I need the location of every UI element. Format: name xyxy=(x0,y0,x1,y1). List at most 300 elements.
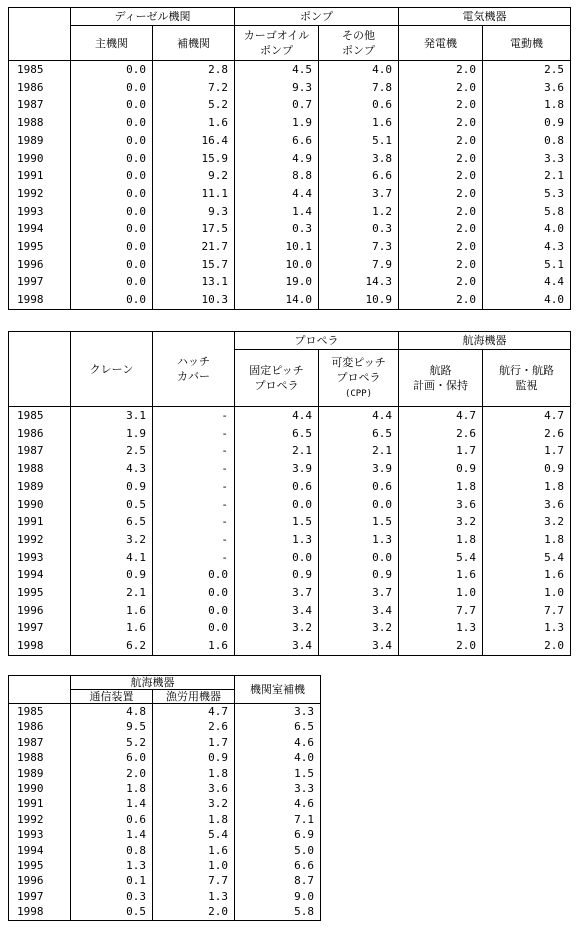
value-cell: 0.6 xyxy=(319,96,399,114)
value-cell: 2.0 xyxy=(71,766,153,781)
value-cell: 1.3 xyxy=(399,619,483,637)
year-cell: 1985 xyxy=(9,61,71,79)
table-engines-pumps-electrical xyxy=(8,7,571,310)
col-header-fishing-equipment: 漁労用機器 xyxy=(153,690,235,704)
table-row xyxy=(9,407,571,425)
value-cell: 6.5 xyxy=(235,425,319,443)
value-cell: 0.0 xyxy=(71,185,153,203)
year-cell: 1993 xyxy=(9,549,71,567)
col-header-fixed-pitch-propeller: 固定ピッチ プロペラ xyxy=(235,350,319,407)
value-cell: 6.9 xyxy=(235,827,321,842)
col-header-crane: クレーン xyxy=(71,332,153,407)
value-cell: 3.3 xyxy=(483,150,571,168)
group-header-navigation: 航海機器 xyxy=(71,676,235,690)
value-cell: - xyxy=(153,407,235,425)
value-cell: 8.8 xyxy=(235,167,319,185)
year-cell: 1994 xyxy=(9,566,71,584)
value-cell: 0.0 xyxy=(153,566,235,584)
value-cell: 1.9 xyxy=(235,114,319,132)
table-row xyxy=(9,531,571,549)
value-cell: 1.8 xyxy=(483,96,571,114)
value-cell: - xyxy=(153,425,235,443)
value-cell: 1.8 xyxy=(399,478,483,496)
year-cell: 1989 xyxy=(9,132,71,150)
year-cell: 1996 xyxy=(9,256,71,274)
value-cell: 6.5 xyxy=(235,719,321,734)
value-cell: 3.3 xyxy=(235,781,321,796)
value-cell: 0.6 xyxy=(319,478,399,496)
col-header-motor: 電動機 xyxy=(483,26,571,61)
table-row xyxy=(9,114,571,132)
value-cell: 1.8 xyxy=(483,478,571,496)
value-cell: 2.0 xyxy=(399,61,483,79)
value-cell: 17.5 xyxy=(153,220,235,238)
year-cell: 1985 xyxy=(9,704,71,720)
value-cell: 5.8 xyxy=(235,904,321,920)
col-header-navigation-monitoring: 航行・航路 監視 xyxy=(483,350,571,407)
value-cell: 0.1 xyxy=(71,873,153,888)
table-row xyxy=(9,781,321,796)
value-cell: 0.0 xyxy=(235,496,319,514)
value-cell: 9.0 xyxy=(235,889,321,904)
value-cell: - xyxy=(153,478,235,496)
value-cell: 0.6 xyxy=(71,812,153,827)
value-cell: 2.8 xyxy=(153,61,235,79)
value-cell: 3.4 xyxy=(319,602,399,620)
value-cell: 1.0 xyxy=(153,858,235,873)
table-row xyxy=(9,858,321,873)
year-cell: 1995 xyxy=(9,584,71,602)
value-cell: 1.5 xyxy=(319,513,399,531)
value-cell: 2.1 xyxy=(319,442,399,460)
value-cell: 0.0 xyxy=(71,96,153,114)
value-cell: - xyxy=(153,513,235,531)
value-cell: 3.2 xyxy=(153,796,235,811)
year-cell: 1994 xyxy=(9,220,71,238)
value-cell: 3.6 xyxy=(153,781,235,796)
year-cell: 1997 xyxy=(9,889,71,904)
value-cell: 0.0 xyxy=(71,220,153,238)
value-cell: 5.0 xyxy=(235,843,321,858)
value-cell: 4.0 xyxy=(483,291,571,309)
table-row xyxy=(9,766,321,781)
value-cell: 9.5 xyxy=(71,719,153,734)
group-header-pump: ポンプ xyxy=(235,8,399,26)
value-cell: 5.4 xyxy=(153,827,235,842)
col-header-controllable-pitch-propeller: 可変ピッチ プロペラ (CPP) xyxy=(319,350,399,407)
value-cell: 1.6 xyxy=(71,619,153,637)
value-cell: 4.8 xyxy=(71,704,153,720)
value-cell: 11.1 xyxy=(153,185,235,203)
value-cell: 5.1 xyxy=(319,132,399,150)
value-cell: 5.4 xyxy=(399,549,483,567)
value-cell: 0.0 xyxy=(71,203,153,221)
col-header-route-planning: 航路 計画・保持 xyxy=(399,350,483,407)
value-cell: 2.0 xyxy=(399,238,483,256)
value-cell: 3.3 xyxy=(235,704,321,720)
value-cell: 1.9 xyxy=(71,425,153,443)
value-cell: 7.7 xyxy=(483,602,571,620)
table-row xyxy=(9,460,571,478)
table-row xyxy=(9,637,571,655)
value-cell: 2.0 xyxy=(399,291,483,309)
year-cell: 1989 xyxy=(9,766,71,781)
value-cell: - xyxy=(153,549,235,567)
value-cell: 3.2 xyxy=(71,531,153,549)
year-cell: 1998 xyxy=(9,637,71,655)
value-cell: 9.3 xyxy=(153,203,235,221)
value-cell: 6.6 xyxy=(235,132,319,150)
value-cell: 2.6 xyxy=(399,425,483,443)
year-cell: 1990 xyxy=(9,150,71,168)
table-body xyxy=(9,61,571,310)
value-cell: 3.2 xyxy=(483,513,571,531)
value-cell: 1.7 xyxy=(483,442,571,460)
year-cell: 1994 xyxy=(9,843,71,858)
value-cell: 4.7 xyxy=(483,407,571,425)
value-cell: 2.1 xyxy=(483,167,571,185)
table-row xyxy=(9,704,321,720)
col-header-communication: 通信装置 xyxy=(71,690,153,704)
value-cell: 3.2 xyxy=(399,513,483,531)
value-cell: 0.0 xyxy=(235,549,319,567)
value-cell: 2.0 xyxy=(399,185,483,203)
value-cell: 2.0 xyxy=(399,256,483,274)
year-cell: 1990 xyxy=(9,496,71,514)
value-cell: 0.0 xyxy=(319,549,399,567)
col-header-main-engine: 主機関 xyxy=(71,26,153,61)
year-cell: 1993 xyxy=(9,203,71,221)
value-cell: 1.4 xyxy=(71,796,153,811)
year-cell: 1998 xyxy=(9,291,71,309)
year-cell: 1987 xyxy=(9,442,71,460)
table-row xyxy=(9,566,571,584)
value-cell: - xyxy=(153,531,235,549)
value-cell: 0.0 xyxy=(71,79,153,97)
value-cell: 3.4 xyxy=(235,602,319,620)
table-row xyxy=(9,827,321,842)
value-cell: 9.3 xyxy=(235,79,319,97)
value-cell: 3.4 xyxy=(235,637,319,655)
year-cell: 1997 xyxy=(9,273,71,291)
table-row xyxy=(9,735,321,750)
value-cell: 6.6 xyxy=(319,167,399,185)
table-row xyxy=(9,238,571,256)
corner-cell xyxy=(9,676,71,704)
value-cell: 7.7 xyxy=(153,873,235,888)
value-cell: 1.3 xyxy=(71,858,153,873)
value-cell: 0.7 xyxy=(235,96,319,114)
col-header-other-pump: その他 ポンプ xyxy=(319,26,399,61)
year-cell: 1992 xyxy=(9,185,71,203)
value-cell: 6.6 xyxy=(235,858,321,873)
value-cell: 4.4 xyxy=(483,273,571,291)
table-row xyxy=(9,843,321,858)
year-cell: 1989 xyxy=(9,478,71,496)
value-cell: 6.0 xyxy=(71,750,153,765)
value-cell: 0.0 xyxy=(153,602,235,620)
value-cell: 3.2 xyxy=(235,619,319,637)
value-cell: 2.0 xyxy=(399,132,483,150)
year-cell: 1987 xyxy=(9,96,71,114)
year-cell: 1995 xyxy=(9,238,71,256)
value-cell: 2.0 xyxy=(399,637,483,655)
table-row xyxy=(9,904,321,920)
value-cell: 0.8 xyxy=(71,843,153,858)
value-cell: 2.0 xyxy=(399,273,483,291)
value-cell: 4.0 xyxy=(319,61,399,79)
col-header-generator: 発電機 xyxy=(399,26,483,61)
table-row xyxy=(9,220,571,238)
value-cell: 6.5 xyxy=(319,425,399,443)
table-row xyxy=(9,273,571,291)
table-row xyxy=(9,619,571,637)
value-cell: 1.6 xyxy=(319,114,399,132)
value-cell: 2.0 xyxy=(153,904,235,920)
table-row xyxy=(9,719,321,734)
value-cell: 7.8 xyxy=(319,79,399,97)
value-cell: 0.0 xyxy=(153,584,235,602)
year-cell: 1986 xyxy=(9,79,71,97)
value-cell: 0.0 xyxy=(71,132,153,150)
value-cell: 1.3 xyxy=(319,531,399,549)
year-cell: 1995 xyxy=(9,858,71,873)
value-cell: 2.0 xyxy=(399,96,483,114)
year-cell: 1992 xyxy=(9,531,71,549)
table-row xyxy=(9,203,571,221)
value-cell: 0.0 xyxy=(71,114,153,132)
value-cell: 1.6 xyxy=(153,114,235,132)
table-body xyxy=(9,704,321,921)
table-row xyxy=(9,584,571,602)
value-cell: 1.3 xyxy=(235,531,319,549)
value-cell: 16.4 xyxy=(153,132,235,150)
group-header-navigation: 航海機器 xyxy=(399,332,571,350)
value-cell: 1.3 xyxy=(153,889,235,904)
value-cell: 13.1 xyxy=(153,273,235,291)
value-cell: 0.5 xyxy=(71,904,153,920)
year-cell: 1987 xyxy=(9,735,71,750)
year-cell: 1991 xyxy=(9,513,71,531)
value-cell: 0.0 xyxy=(319,496,399,514)
value-cell: 3.8 xyxy=(319,150,399,168)
value-cell: 4.7 xyxy=(153,704,235,720)
value-cell: 10.9 xyxy=(319,291,399,309)
value-cell: 4.0 xyxy=(235,750,321,765)
value-cell: 9.2 xyxy=(153,167,235,185)
value-cell: 10.1 xyxy=(235,238,319,256)
table-row xyxy=(9,796,321,811)
value-cell: 4.3 xyxy=(483,238,571,256)
table-row xyxy=(9,889,321,904)
table-row xyxy=(9,478,571,496)
value-cell: 0.5 xyxy=(71,496,153,514)
value-cell: 8.7 xyxy=(235,873,321,888)
table-row xyxy=(9,132,571,150)
col-header-cargo-oil-pump: カーゴオイル ポンプ xyxy=(235,26,319,61)
value-cell: 0.9 xyxy=(71,566,153,584)
value-cell: 0.3 xyxy=(71,889,153,904)
value-cell: 1.6 xyxy=(399,566,483,584)
value-cell: 1.3 xyxy=(483,619,571,637)
table-communication-fishing-engine-room xyxy=(8,675,321,921)
value-cell: 5.2 xyxy=(153,96,235,114)
value-cell: 1.5 xyxy=(235,766,321,781)
value-cell: 0.0 xyxy=(153,619,235,637)
value-cell: 1.5 xyxy=(235,513,319,531)
value-cell: 0.3 xyxy=(235,220,319,238)
value-cell: 1.4 xyxy=(235,203,319,221)
value-cell: 2.5 xyxy=(71,442,153,460)
value-cell: 4.1 xyxy=(71,549,153,567)
value-cell: 0.3 xyxy=(319,220,399,238)
value-cell: 5.2 xyxy=(71,735,153,750)
value-cell: 4.4 xyxy=(235,185,319,203)
value-cell: 19.0 xyxy=(235,273,319,291)
value-cell: 3.1 xyxy=(71,407,153,425)
value-cell: 3.9 xyxy=(235,460,319,478)
value-cell: 2.1 xyxy=(235,442,319,460)
table-row xyxy=(9,873,321,888)
value-cell: 3.6 xyxy=(483,79,571,97)
value-cell: 0.9 xyxy=(235,566,319,584)
value-cell: 14.3 xyxy=(319,273,399,291)
value-cell: 10.3 xyxy=(153,291,235,309)
year-cell: 1996 xyxy=(9,873,71,888)
value-cell: 5.4 xyxy=(483,549,571,567)
value-cell: 4.4 xyxy=(235,407,319,425)
table-row xyxy=(9,167,571,185)
value-cell: 1.0 xyxy=(483,584,571,602)
table-row xyxy=(9,185,571,203)
table-row xyxy=(9,750,321,765)
value-cell: 1.8 xyxy=(71,781,153,796)
table-row xyxy=(9,291,571,309)
value-cell: 5.3 xyxy=(483,185,571,203)
col-header-engine-room-aux: 機関室補機 xyxy=(235,676,321,704)
value-cell: 2.6 xyxy=(483,425,571,443)
table-deck-propeller-navigation xyxy=(8,331,571,656)
value-cell: 4.3 xyxy=(71,460,153,478)
value-cell: 2.5 xyxy=(483,61,571,79)
value-cell: 0.9 xyxy=(153,750,235,765)
year-cell: 1993 xyxy=(9,827,71,842)
year-cell: 1988 xyxy=(9,750,71,765)
table-row xyxy=(9,150,571,168)
value-cell: - xyxy=(153,496,235,514)
year-cell: 1991 xyxy=(9,796,71,811)
year-cell: 1985 xyxy=(9,407,71,425)
col-header-hatch-cover: ハッチ カバー xyxy=(153,332,235,407)
table-row xyxy=(9,812,321,827)
value-cell: 0.0 xyxy=(71,273,153,291)
corner-cell xyxy=(9,8,71,61)
value-cell: 7.3 xyxy=(319,238,399,256)
value-cell: 0.0 xyxy=(71,167,153,185)
value-cell: 2.0 xyxy=(399,167,483,185)
value-cell: 15.7 xyxy=(153,256,235,274)
value-cell: 0.9 xyxy=(483,114,571,132)
table-row xyxy=(9,496,571,514)
value-cell: 0.0 xyxy=(71,238,153,256)
year-cell: 1991 xyxy=(9,167,71,185)
value-cell: 5.1 xyxy=(483,256,571,274)
value-cell: 2.1 xyxy=(71,584,153,602)
year-cell: 1996 xyxy=(9,602,71,620)
value-cell: 0.9 xyxy=(483,460,571,478)
value-cell: 0.9 xyxy=(71,478,153,496)
value-cell: 0.0 xyxy=(71,61,153,79)
value-cell: 1.7 xyxy=(399,442,483,460)
value-cell: 1.8 xyxy=(483,531,571,549)
value-cell: 3.6 xyxy=(483,496,571,514)
year-cell: 1992 xyxy=(9,812,71,827)
value-cell: 3.9 xyxy=(319,460,399,478)
table-row xyxy=(9,602,571,620)
year-cell: 1988 xyxy=(9,460,71,478)
value-cell: 3.6 xyxy=(399,496,483,514)
value-cell: 2.6 xyxy=(153,719,235,734)
value-cell: 0.9 xyxy=(399,460,483,478)
value-cell: 7.2 xyxy=(153,79,235,97)
group-header-electrical: 電気機器 xyxy=(399,8,571,26)
value-cell: 2.0 xyxy=(399,203,483,221)
value-cell: 4.4 xyxy=(319,407,399,425)
value-cell: 3.2 xyxy=(319,619,399,637)
value-cell: 1.6 xyxy=(71,602,153,620)
value-cell: 4.0 xyxy=(483,220,571,238)
value-cell: 15.9 xyxy=(153,150,235,168)
value-cell: 1.6 xyxy=(153,843,235,858)
value-cell: 2.0 xyxy=(483,637,571,655)
value-cell: 4.6 xyxy=(235,735,321,750)
corner-cell xyxy=(9,332,71,407)
value-cell: 1.8 xyxy=(399,531,483,549)
value-cell: 21.7 xyxy=(153,238,235,256)
table-row xyxy=(9,256,571,274)
table-row xyxy=(9,61,571,79)
value-cell: 4.9 xyxy=(235,150,319,168)
group-header-diesel: ディーゼル機関 xyxy=(71,8,235,26)
value-cell: - xyxy=(153,460,235,478)
value-cell: 0.0 xyxy=(71,256,153,274)
value-cell: 0.8 xyxy=(483,132,571,150)
value-cell: 1.7 xyxy=(153,735,235,750)
value-cell: 5.8 xyxy=(483,203,571,221)
value-cell: 4.5 xyxy=(235,61,319,79)
table-row xyxy=(9,549,571,567)
value-cell: 3.4 xyxy=(319,637,399,655)
value-cell: 2.0 xyxy=(399,220,483,238)
table-row xyxy=(9,96,571,114)
value-cell: 10.0 xyxy=(235,256,319,274)
value-cell: 0.0 xyxy=(71,150,153,168)
table-row xyxy=(9,79,571,97)
year-cell: 1998 xyxy=(9,904,71,920)
value-cell: 2.0 xyxy=(399,150,483,168)
value-cell: 14.0 xyxy=(235,291,319,309)
year-cell: 1988 xyxy=(9,114,71,132)
value-cell: 4.7 xyxy=(399,407,483,425)
value-cell: 1.8 xyxy=(153,766,235,781)
group-header-propeller: プロペラ xyxy=(235,332,399,350)
value-cell: 1.0 xyxy=(399,584,483,602)
value-cell: 3.7 xyxy=(319,185,399,203)
value-cell: 3.7 xyxy=(235,584,319,602)
value-cell: 6.2 xyxy=(71,637,153,655)
value-cell: 3.7 xyxy=(319,584,399,602)
value-cell: 1.2 xyxy=(319,203,399,221)
